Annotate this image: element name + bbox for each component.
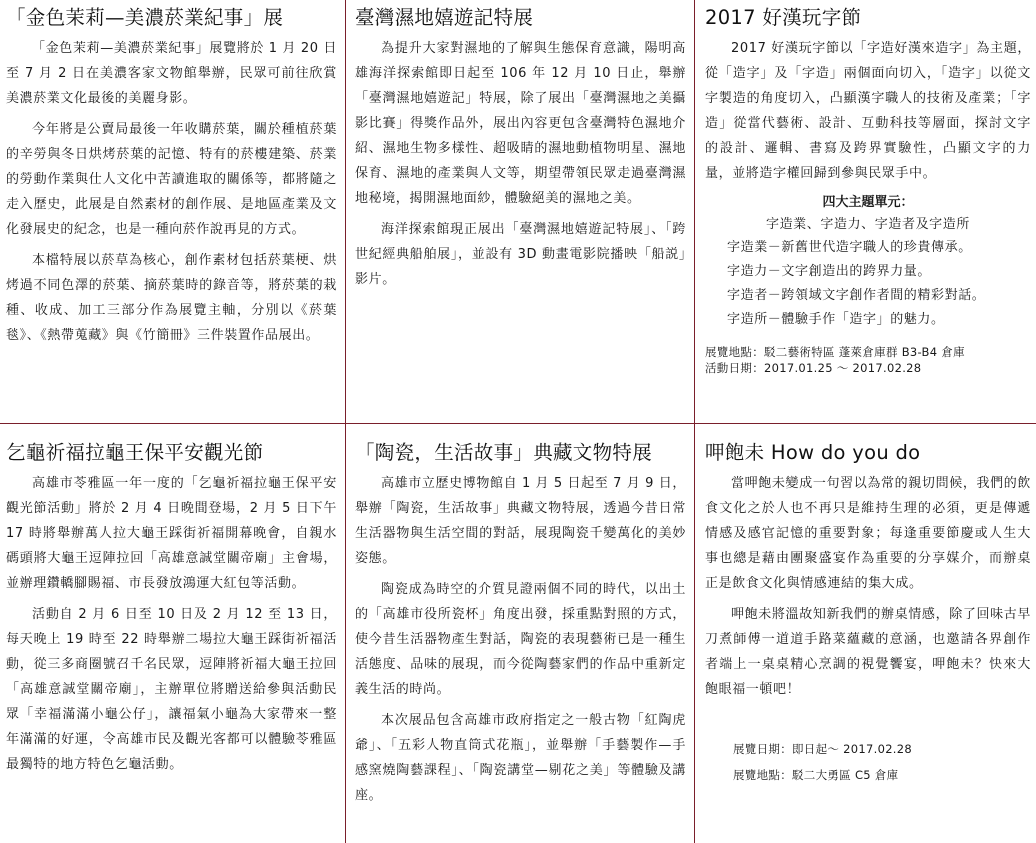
article-title: 2017 好漢玩字節: [705, 6, 862, 29]
article-paragraph: 呷飽未將溫故知新我們的辦桌情感，除了回味古早刀煮師傅一道道手路菜蘊藏的意涵，也邀請各界創作者端上一桌桌精心烹調的視覺饗宴，呷飽未？快來大飽眼福一頓吧！: [705, 607, 1031, 697]
article-paragraph: 海洋探索館現正展出「臺灣濕地嬉遊記特展」、「跨世紀經典船舶展」，並設有 3D 動畫電影院播映「船説」影片。: [355, 222, 686, 287]
article-turtle-festival: [6, 441, 337, 843]
article-title: 乞龜祈福拉龜王保平安觀光節: [6, 441, 264, 464]
article-title: 「金色茉莉—美濃菸業紀事」展: [6, 6, 284, 29]
article-title: 「陶瓷，生活故事」典藏文物特展: [355, 441, 653, 464]
article-paragraph: 活動自 2 月 6 日至 10 日及 2 月 12 至 13 日，每天晚上 19 時至 22 時舉辦二場拉大龜王踩街祈福活動，從三多商圈號召千名民眾，逗陣將祈福大龜王拉回「高雄意誠堂關帝廟」，主辦單位將贈送給參與活動民眾「幸福滿滿小龜公仔」，讓福氣小龜為大家帶來一整年滿滿的好運，令高雄市民及觀光客都可以體驗苓雅區最獨特的地方特色乞龜活動。: [6, 607, 337, 772]
unit-item: 字造所－體驗手作「造字」的魅力。: [727, 312, 945, 327]
date-info: 展覽日期：即日起～ 2017.02.28: [733, 742, 912, 756]
venue-info: 展覽地點：駁二大勇區 C5 倉庫: [733, 768, 899, 782]
article-paragraph: 高雄市立歷史博物館自 1 月 5 日起至 7 月 9 日，舉辦「陶瓷，生活故事」典藏文物特展，透過今昔日常生活器物與生活空間的對話，展現陶瓷千變萬化的美妙姿態。: [355, 476, 686, 566]
article-character-festival: [705, 6, 1031, 418]
unit-item: 字造者－跨領域文字創作者間的精彩對話。: [727, 288, 986, 303]
article-golden-jasmine: [6, 6, 337, 418]
units-subtitle: 字造業、字造力、字造者及字造所: [765, 217, 970, 232]
article-wetland-exhibition: [355, 6, 686, 418]
row-divider: [0, 423, 1036, 424]
units-heading: 四大主題單元：: [822, 195, 914, 210]
article-paragraph: 「金色茉莉—美濃菸業紀事」展覽將於 1 月 20 日至 7 月 2 日在美濃客家文物館舉辦，民眾可前往欣賞美濃菸業文化最後的美麗身影。: [6, 41, 337, 106]
article-paragraph: 2017 好漢玩字節以「字造好漢來造字」為主題，從「造字」及「字造」兩個面向切入，「造字」以從文字製造的角度切入，凸顯漢字職人的技術及產業；「字造」從當代藝術、設計、互動科技等層面，探討文字的設計、邏輯、書寫及跨界實驗性，凸顯文字的力量，並將造字權回歸到參與民眾手中。: [705, 41, 1031, 181]
column-divider: [694, 0, 695, 843]
unit-item: 字造業－新舊世代造字職人的珍貴傳承。: [727, 240, 972, 255]
article-paragraph: 本次展品包含高雄市政府指定之一般古物「紅陶虎爺」、「五彩人物直筒式花瓶」，並舉辦「手藝製作—手感窯燒陶藝課程」、「陶瓷講堂—剔花之美」等體驗及講座。: [355, 713, 686, 803]
article-paragraph: 當呷飽未變成一句習以為常的親切問候，我們的飲食文化之於人也不再只是維持生理的必須，更是傳遞情感及感官記憶的重要對象；每逢重要節慶或人生大事也總是藉由團聚盛宴作為重要的分享媒介，而辦桌正是飲食文化與情感連結的集大成。: [705, 476, 1031, 591]
column-divider: [345, 0, 346, 843]
article-paragraph: 今年將是公賣局最後一年收購菸葉，關於種植菸葉的辛勞與冬日烘烤菸葉的記憶、特有的菸樓建築、菸業的勞動作業與仕人文化中苦讀進取的關係等，都將隨之走入歷史，此展是自然素材的創作展、是地區產業及文化發展史的紀念，也是一種向菸作說再見的方式。: [6, 122, 337, 237]
article-paragraph: 本檔特展以菸草為核心，創作素材包括菸葉梗、烘烤過不同色澤的菸葉、摘菸葉時的錄音等，將菸葉的栽種、收成、加工三部分作為展覽主軸，分別以《菸葉毯》、《熱帶蒐藏》與《竹簡冊》三件裝置作品展出。: [6, 253, 337, 343]
article-ceramics-exhibition: [355, 441, 686, 843]
date-info: 活動日期：2017.01.25 ～ 2017.02.28: [705, 361, 922, 375]
article-banquet-exhibition: [705, 441, 1031, 843]
article-paragraph: 陶瓷成為時空的介質見證兩個不同的時代，以出土的「高雄市役所瓷杯」角度出發，採重點對照的方式，使今昔生活器物產生對話，陶瓷的表現藝術已是一種生活態度、品味的展現，而今從陶藝家們的作品中重新定義生活的時尚。: [355, 582, 686, 697]
unit-item: 字造力－文字創造出的跨界力量。: [727, 264, 932, 279]
article-paragraph: 高雄市苓雅區一年一度的「乞龜祈福拉龜王保平安觀光節活動」將於 2 月 4 日晚間登場，2 月 5 日下午 17 時將舉辦萬人拉大龜王踩街祈福開幕晚會，自親水碼頭將大龜王逗陣拉回「高雄意誠堂關帝廟」主會場，並辦理鑽轎腳賜福、市長發放鴻運大紅包等活動。: [6, 476, 337, 591]
article-title: 臺灣濕地嬉遊記特展: [355, 6, 534, 29]
article-title: 呷飽未 How do you do: [705, 441, 921, 464]
venue-info: 展覽地點：駁二藝術特區 蓬萊倉庫群 B3-B4 倉庫: [705, 345, 965, 359]
article-paragraph: 為提升大家對濕地的了解與生態保育意識，陽明高雄海洋探索館即日起至 106 年 12 月 10 日止，舉辦「臺灣濕地嬉遊記」特展，除了展出「臺灣濕地之美攝影比賽」得獎作品外，展出內容更包含臺灣特色濕地介紹、濕地生物多樣性、超吸睛的濕地動植物明星、濕地保育、濕地的產業與人文等，期望帶領民眾走過臺灣濕地秘境，揭開濕地面紗，體驗絕美的濕地之美。: [355, 41, 686, 206]
